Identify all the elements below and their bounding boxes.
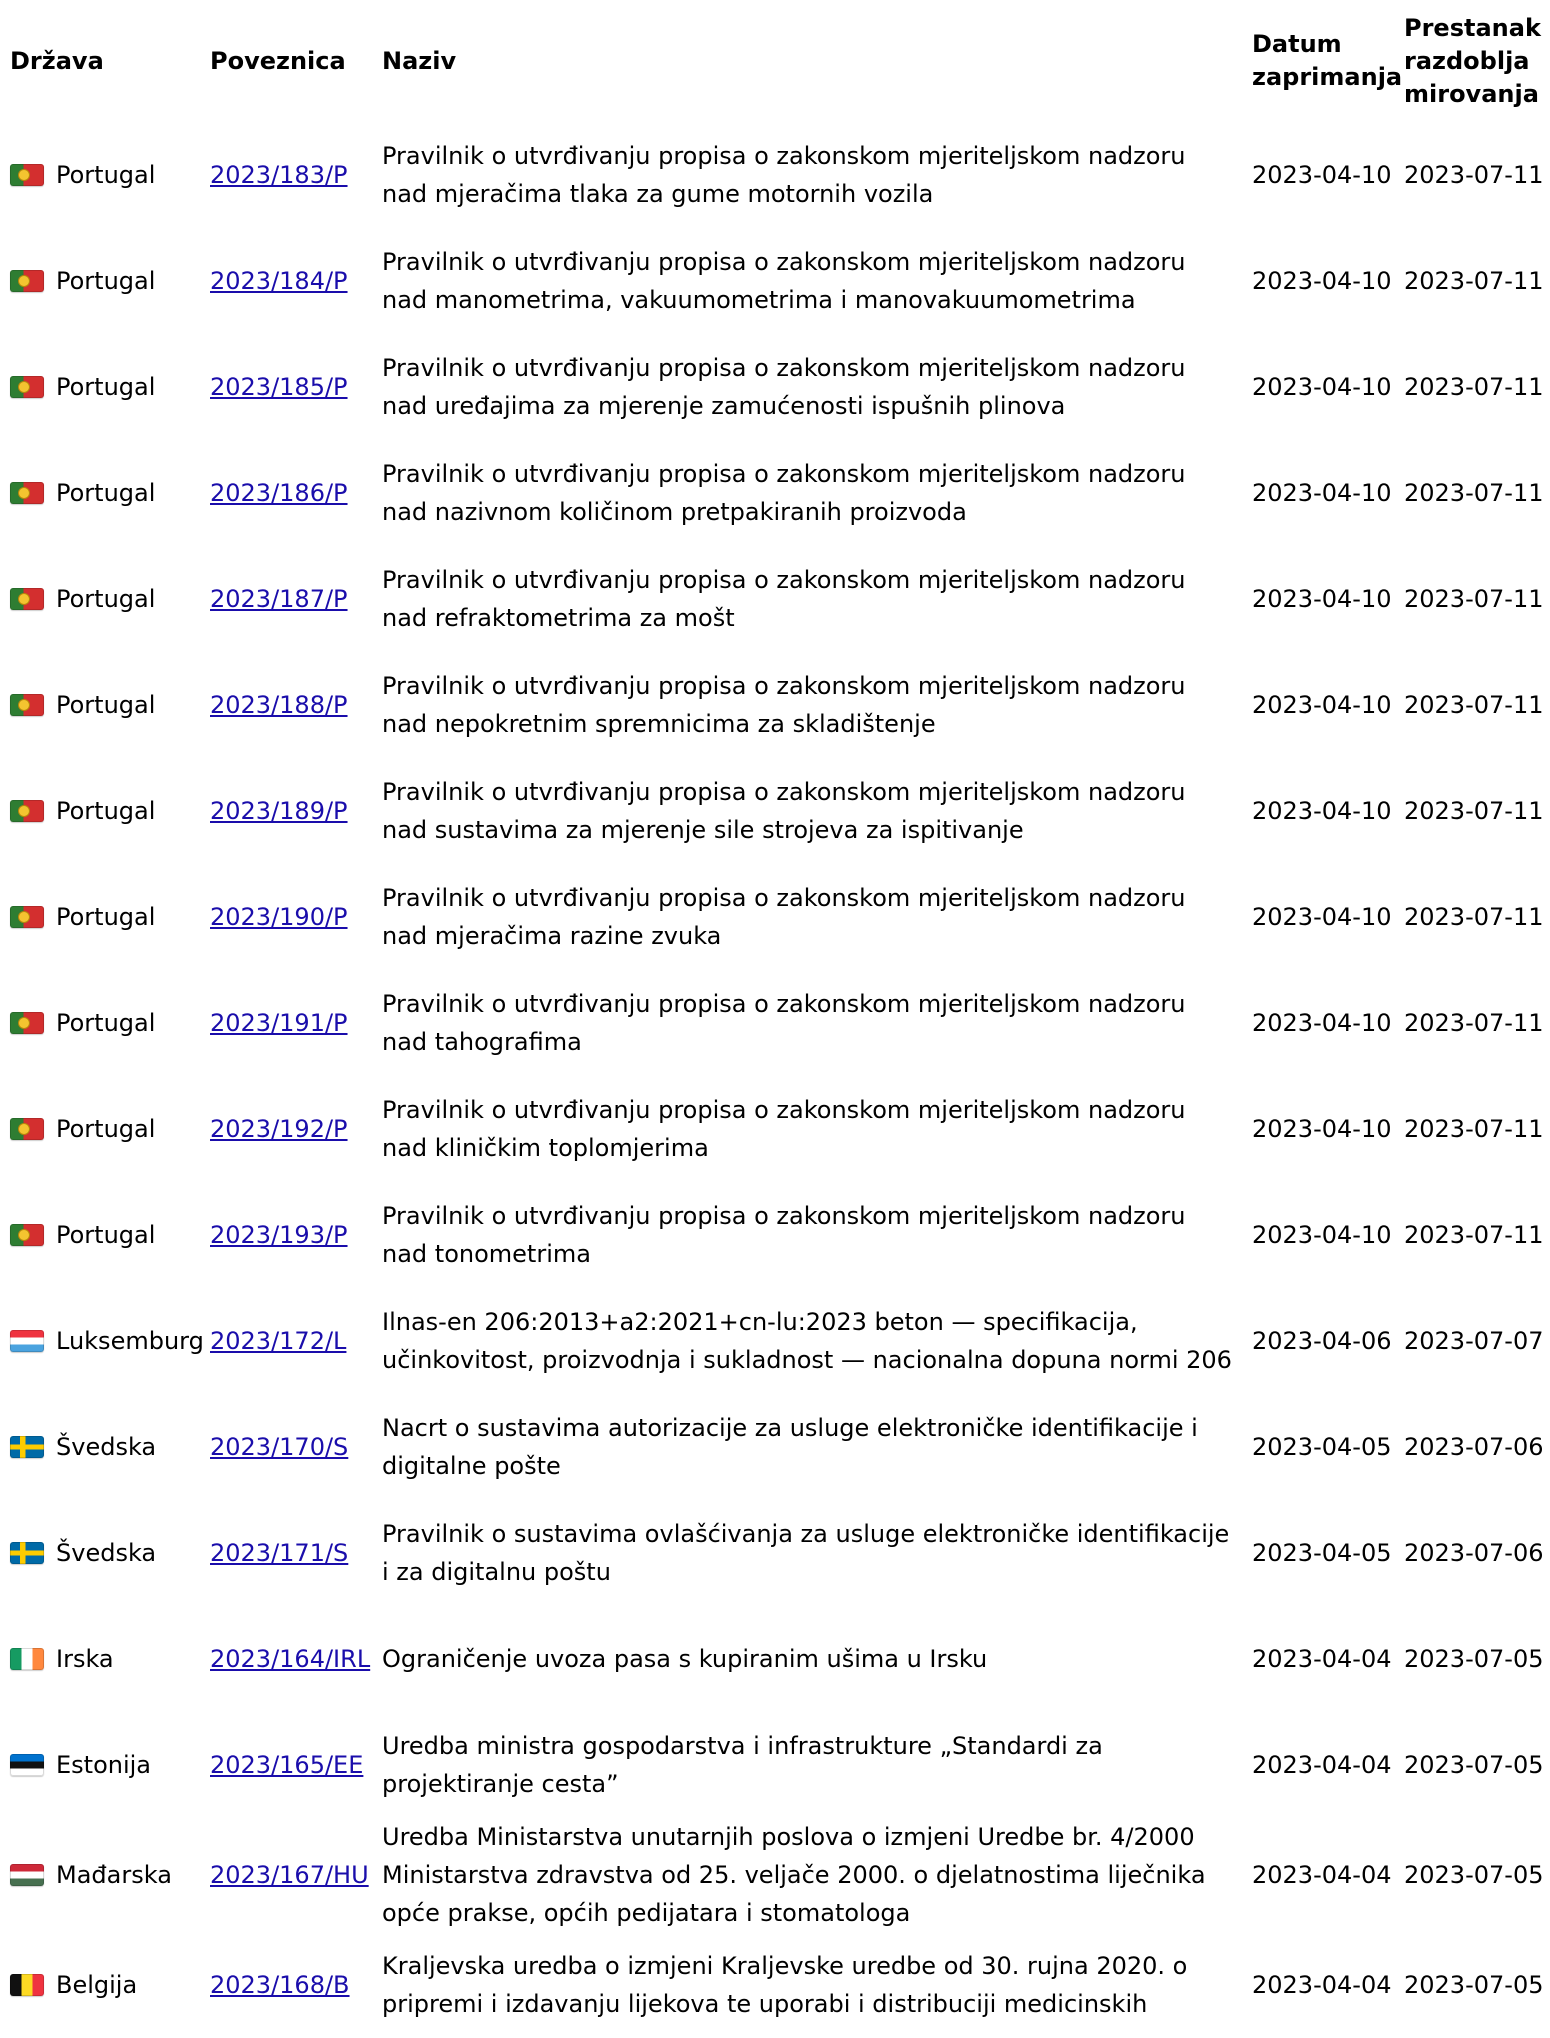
flag-pt-icon xyxy=(10,694,44,716)
cell-title: Ilnas-en 206:2013+a2:2021+cn-lu:2023 beton — specifikacija, učinkovitost, proizvodnja i sukladnost — nacionalna dopuna normi 206 xyxy=(382,1308,1232,1374)
cell-link xyxy=(200,440,372,546)
notification-link[interactable]: 2023/189/P xyxy=(210,797,348,825)
notification-link[interactable]: 2023/164/IRL xyxy=(210,1645,371,1673)
cell-country xyxy=(0,970,200,1076)
cell-title: Kraljevska uredba o izmjeni Kraljevske uredbe od 30. rujna 2020. o pripremi i izdavanju lijekova te uporabi i distribuciji medicinskih xyxy=(382,1952,1188,2018)
cell-country xyxy=(0,546,200,652)
country-name: Irska xyxy=(56,1645,114,1673)
notification-link[interactable]: 2023/184/P xyxy=(210,267,348,295)
flag-pt-icon xyxy=(10,1224,44,1246)
flag-ee-icon xyxy=(10,1754,44,1776)
cell-date: 2023-04-10 xyxy=(1252,691,1392,719)
table-row xyxy=(0,758,1550,864)
cell-title: Pravilnik o utvrđivanju propisa o zakonskom mjeriteljskom nadzoru nad nazivnom količinom pretpakiranih proizvoda xyxy=(382,460,1186,526)
cell-end: 2023-07-05 xyxy=(1404,1861,1544,1889)
cell-link xyxy=(200,1288,372,1394)
flag-se-icon xyxy=(10,1436,44,1458)
cell-country xyxy=(0,1394,200,1500)
notification-link[interactable]: 2023/193/P xyxy=(210,1221,348,1249)
table-row xyxy=(0,864,1550,970)
cell-end: 2023-07-11 xyxy=(1404,797,1544,825)
notification-link[interactable]: 2023/188/P xyxy=(210,691,348,719)
cell-link xyxy=(200,334,372,440)
cell-date: 2023-04-04 xyxy=(1252,1861,1392,1889)
cell-link xyxy=(200,228,372,334)
cell-link xyxy=(200,864,372,970)
cell-date: 2023-04-10 xyxy=(1252,373,1392,401)
flag-pt-icon xyxy=(10,270,44,292)
flag-se-icon xyxy=(10,1542,44,1564)
cell-title: Uredba ministra gospodarstva i infrastrukture „Standardi za projektiranje cesta” xyxy=(382,1732,1103,1798)
notification-link[interactable]: 2023/165/EE xyxy=(210,1751,364,1779)
table-row xyxy=(0,1606,1550,1712)
cell-date: 2023-04-10 xyxy=(1252,585,1392,613)
header-end: Prestanak razdoblja mirovanja xyxy=(1404,13,1541,108)
cell-date: 2023-04-10 xyxy=(1252,161,1392,189)
header-date: Datum zaprimanja xyxy=(1252,30,1403,91)
cell-date: 2023-04-10 xyxy=(1252,903,1392,931)
table-row xyxy=(0,228,1550,334)
cell-country xyxy=(0,652,200,758)
cell-country xyxy=(0,122,200,228)
country-name: Portugal xyxy=(56,161,156,189)
flag-ie-icon xyxy=(10,1648,44,1670)
cell-link xyxy=(200,1394,372,1500)
country-name: Portugal xyxy=(56,691,156,719)
cell-title: Pravilnik o utvrđivanju propisa o zakonskom mjeriteljskom nadzoru nad mjeračima razine zvuka xyxy=(382,884,1186,950)
header-title: Naziv xyxy=(382,46,457,75)
country-name: Portugal xyxy=(56,903,156,931)
cell-date: 2023-04-10 xyxy=(1252,1221,1392,1249)
table-row xyxy=(0,652,1550,758)
flag-pt-icon xyxy=(10,906,44,928)
cell-country xyxy=(0,440,200,546)
cell-link xyxy=(200,1712,372,1818)
notification-link[interactable]: 2023/185/P xyxy=(210,373,348,401)
cell-title: Pravilnik o utvrđivanju propisa o zakonskom mjeriteljskom nadzoru nad uređajima za mjerenje zamućenosti ispušnih plinova xyxy=(382,354,1186,420)
table-row xyxy=(0,440,1550,546)
flag-hu-icon xyxy=(10,1864,44,1886)
flag-pt-icon xyxy=(10,800,44,822)
country-name: Portugal xyxy=(56,373,156,401)
table-row xyxy=(0,122,1550,228)
country-name: Portugal xyxy=(56,1115,156,1143)
table-body xyxy=(0,122,1550,2038)
cell-end: 2023-07-05 xyxy=(1404,1971,1544,1999)
cell-country xyxy=(0,864,200,970)
cell-date: 2023-04-10 xyxy=(1252,267,1392,295)
country-name: Portugal xyxy=(56,479,156,507)
table-row xyxy=(0,1394,1550,1500)
cell-date: 2023-04-10 xyxy=(1252,1115,1392,1143)
flag-pt-icon xyxy=(10,482,44,504)
table-row xyxy=(0,1818,1550,1932)
notification-link[interactable]: 2023/187/P xyxy=(210,585,348,613)
table-row xyxy=(0,1712,1550,1818)
notification-link[interactable]: 2023/186/P xyxy=(210,479,348,507)
cell-date: 2023-04-10 xyxy=(1252,1009,1392,1037)
table-row xyxy=(0,1076,1550,1182)
cell-link xyxy=(200,122,372,228)
cell-title: Pravilnik o utvrđivanju propisa o zakonskom mjeriteljskom nadzoru nad tonometrima xyxy=(382,1202,1186,1268)
table-row xyxy=(0,1288,1550,1394)
cell-title: Ograničenje uvoza pasa s kupiranim ušima u Irsku xyxy=(382,1645,988,1673)
cell-country xyxy=(0,1288,204,1394)
cell-date: 2023-04-04 xyxy=(1252,1751,1392,1779)
cell-country xyxy=(0,1932,200,2038)
cell-end: 2023-07-11 xyxy=(1404,373,1544,401)
cell-title: Pravilnik o utvrđivanju propisa o zakonskom mjeriteljskom nadzoru nad sustavima za mjerenje sile strojeva za ispitivanje xyxy=(382,778,1186,844)
flag-pt-icon xyxy=(10,588,44,610)
table-row xyxy=(0,970,1550,1076)
flag-pt-icon xyxy=(10,164,44,186)
cell-country xyxy=(0,334,200,440)
cell-end: 2023-07-11 xyxy=(1404,479,1544,507)
cell-end: 2023-07-11 xyxy=(1404,1221,1544,1249)
notification-link[interactable]: 2023/170/S xyxy=(210,1433,349,1461)
cell-title: Pravilnik o utvrđivanju propisa o zakonskom mjeriteljskom nadzoru nad nepokretnim spremnicima za skladištenje xyxy=(382,672,1186,738)
notification-link[interactable]: 2023/172/L xyxy=(210,1327,347,1355)
cell-date: 2023-04-04 xyxy=(1252,1971,1392,1999)
cell-link xyxy=(200,758,372,864)
table-row xyxy=(0,1182,1550,1288)
cell-country xyxy=(0,758,200,864)
cell-end: 2023-07-11 xyxy=(1404,161,1544,189)
country-name: Portugal xyxy=(56,267,156,295)
notification-link[interactable]: 2023/168/B xyxy=(210,1971,350,1999)
cell-end: 2023-07-06 xyxy=(1404,1539,1544,1567)
header-link: Poveznica xyxy=(210,46,346,75)
cell-end: 2023-07-11 xyxy=(1404,1115,1544,1143)
cell-link xyxy=(200,1182,372,1288)
notification-link[interactable]: 2023/191/P xyxy=(210,1009,348,1037)
cell-country xyxy=(0,228,200,334)
cell-country xyxy=(0,1500,200,1606)
cell-link xyxy=(200,1818,372,1932)
flag-lu-icon xyxy=(10,1330,44,1352)
flag-pt-icon xyxy=(10,1012,44,1034)
cell-end: 2023-07-11 xyxy=(1404,585,1544,613)
country-name: Portugal xyxy=(56,1009,156,1037)
header-country: Država xyxy=(10,46,104,75)
cell-link xyxy=(200,1500,372,1606)
cell-link xyxy=(200,970,372,1076)
country-name: Luksemburg xyxy=(56,1327,204,1355)
cell-title: Pravilnik o sustavima ovlašćivanja za usluge elektroničke identifikacije i za digitalnu poštu xyxy=(382,1520,1230,1586)
table-header-row xyxy=(0,0,1550,122)
country-name: Švedska xyxy=(56,1433,157,1461)
country-name: Belgija xyxy=(56,1971,138,1999)
cell-title: Pravilnik o utvrđivanju propisa o zakonskom mjeriteljskom nadzoru nad tahografima xyxy=(382,990,1186,1056)
country-name: Portugal xyxy=(56,797,156,825)
cell-end: 2023-07-11 xyxy=(1404,903,1544,931)
cell-date: 2023-04-05 xyxy=(1252,1539,1392,1567)
cell-link xyxy=(200,546,372,652)
cell-country xyxy=(0,1712,200,1818)
cell-end: 2023-07-11 xyxy=(1404,1009,1544,1037)
table-row xyxy=(0,546,1550,652)
cell-title: Pravilnik o utvrđivanju propisa o zakonskom mjeriteljskom nadzoru nad kliničkim toplomjerima xyxy=(382,1096,1186,1162)
country-name: Estonija xyxy=(56,1751,152,1779)
country-name: Portugal xyxy=(56,585,156,613)
cell-end: 2023-07-05 xyxy=(1404,1751,1544,1779)
cell-end: 2023-07-07 xyxy=(1404,1327,1544,1355)
cell-title: Pravilnik o utvrđivanju propisa o zakonskom mjeriteljskom nadzoru nad refraktometrima za mošt xyxy=(382,566,1186,632)
cell-title: Pravilnik o utvrđivanju propisa o zakonskom mjeriteljskom nadzoru nad mjeračima tlaka za gume motornih vozila xyxy=(382,142,1186,208)
table-row xyxy=(0,1932,1550,2038)
flag-be-icon xyxy=(10,1974,44,1996)
notification-link[interactable]: 2023/183/P xyxy=(210,161,348,189)
cell-title: Pravilnik o utvrđivanju propisa o zakonskom mjeriteljskom nadzoru nad manometrima, vakuumometrima i manovakuumometrima xyxy=(382,248,1186,314)
cell-date: 2023-04-04 xyxy=(1252,1645,1392,1673)
flag-pt-icon xyxy=(10,376,44,398)
cell-date: 2023-04-10 xyxy=(1252,479,1392,507)
country-name: Mađarska xyxy=(56,1861,172,1889)
cell-title: Uredba Ministarstva unutarnjih poslova o izmjeni Uredbe br. 4/2000 Ministarstva zdravstva od 25. veljače 2000. o djelatnostima liječnika opće prakse, općih pedijatara i stomatologa xyxy=(382,1823,1206,1927)
cell-end: 2023-07-05 xyxy=(1404,1645,1544,1673)
cell-link xyxy=(200,652,372,758)
cell-country xyxy=(0,1606,200,1712)
cell-country xyxy=(0,1076,200,1182)
cell-title: Nacrt o sustavima autorizacije za usluge elektroničke identifikacije i digitalne pošte xyxy=(382,1414,1198,1480)
country-name: Švedska xyxy=(56,1539,157,1567)
table-row xyxy=(0,1500,1550,1606)
cell-country xyxy=(0,1818,200,1932)
cell-end: 2023-07-11 xyxy=(1404,267,1544,295)
cell-link xyxy=(200,1932,372,2038)
notification-link[interactable]: 2023/192/P xyxy=(210,1115,348,1143)
flag-pt-icon xyxy=(10,1118,44,1140)
cell-link xyxy=(200,1606,372,1712)
notification-link[interactable]: 2023/190/P xyxy=(210,903,348,931)
notification-link[interactable]: 2023/171/S xyxy=(210,1539,349,1567)
cell-end: 2023-07-06 xyxy=(1404,1433,1544,1461)
cell-end: 2023-07-11 xyxy=(1404,691,1544,719)
cell-date: 2023-04-10 xyxy=(1252,797,1392,825)
cell-date: 2023-04-06 xyxy=(1252,1327,1392,1355)
cell-date: 2023-04-05 xyxy=(1252,1433,1392,1461)
cell-link xyxy=(200,1076,372,1182)
notification-link[interactable]: 2023/167/HU xyxy=(210,1861,369,1889)
table-row xyxy=(0,334,1550,440)
cell-country xyxy=(0,1182,200,1288)
country-name: Portugal xyxy=(56,1221,156,1249)
